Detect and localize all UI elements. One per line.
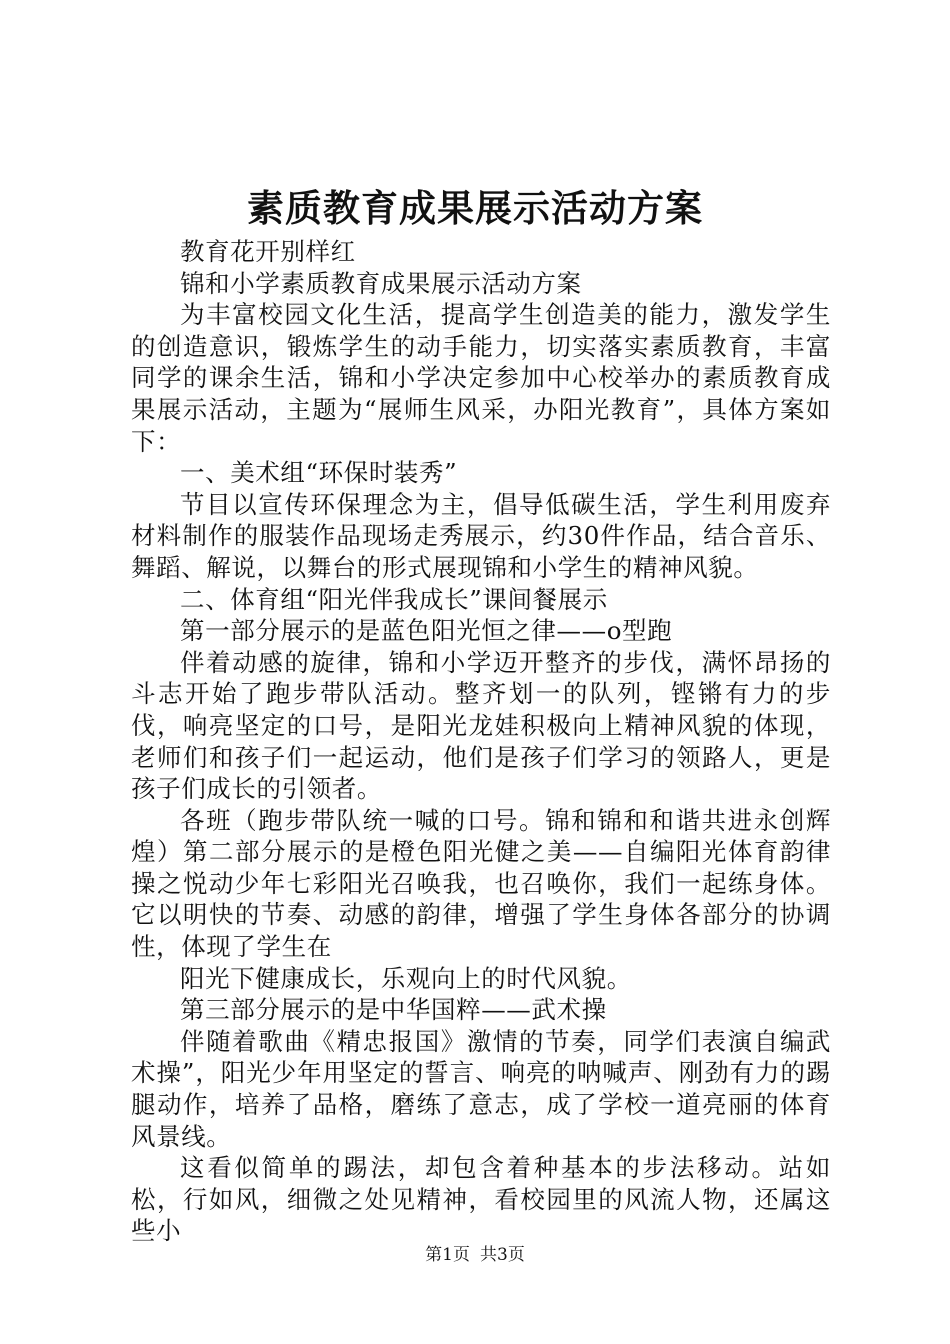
paragraph-steps: 这看似简单的踢法，却包含着种基本的步法移动。站如松，行如风，细微之处见精神，看校园里的风流人物，还属这些小: [131, 1153, 831, 1246]
paragraph-part-two-cont: 阳光下健康成长，乐观向上的时代风貌。: [180, 963, 632, 993]
page-footer: [0, 1243, 950, 1267]
paragraph-part-three: 伴随着歌曲《精忠报国》激情的节奏，同学们表演自编武术操”，阳光少年用坚定的誓言、响亮的呐喊声、刚劲有力的踢腿动作，培养了品格，磨练了意志，成了学校一道亮丽的体育风景线。: [131, 1026, 831, 1151]
heading-pe-group: 二、体育组“阳光伴我成长”课间餐展示: [180, 584, 608, 614]
paragraph-subtitle-2: 锦和小学素质教育成果展示活动方案: [180, 268, 582, 298]
paragraph-intro: 为丰富校园文化生活，提高学生创造美的能力，激发学生的创造意识，锻炼学生的动手能力，切实落实素质教育，丰富同学的课余生活，锦和小学决定参加中心校举办的素质教育成果展示活动，主题为“展师生风采，办阳光教育”，具体方案如下：: [131, 300, 831, 456]
paragraph-art-group: 节目以宣传环保理念为主，倡导低碳生活，学生利用废弃材料制作的服装作品现场走秀展示，约30件作品，结合音乐、舞蹈、解说，以舞台的形式展现锦和小学生的精神风貌。: [131, 489, 831, 582]
paragraph-subtitle-1: 教育花开别样红: [180, 237, 356, 266]
page-total: 共3页: [480, 1245, 525, 1265]
document-title: 素质教育成果展示活动方案: [247, 186, 703, 230]
paragraph-part-one: 伴着动感的旋律，锦和小学迈开整齐的步伐，满怀昂扬的斗志开始了跑步带队活动。整齐划一的队列，铿锵有力的步伐，响亮坚定的口号，是阳光龙娃积极向上精神风貌的体现，老师们和孩子们一起运动，他们是孩子们学习的领路人，更是孩子们成长的引领者。: [131, 647, 831, 804]
paragraph-part-two: 各班（跑步带队统一喊的口号。锦和锦和和谐共进永创辉煌）第二部分展示的是橙色阳光健之美——自编阳光体育韵律操之悦动少年七彩阳光召唤我，也召唤你，我们一起练身体。它以明快的节奏、动感的韵律，增强了学生身体各部分的协调性，体现了学生在: [131, 805, 831, 962]
document-body: [131, 236, 831, 1247]
heading-art-group: 一、美术组“环保时装秀”: [180, 458, 458, 488]
heading-part-one: 第一部分展示的是蓝色阳光恒之律——o型跑: [180, 616, 673, 646]
heading-part-three: 第三部分展示的是中华国粹——武术操: [180, 995, 607, 1025]
page-number: 第1页: [425, 1245, 470, 1265]
